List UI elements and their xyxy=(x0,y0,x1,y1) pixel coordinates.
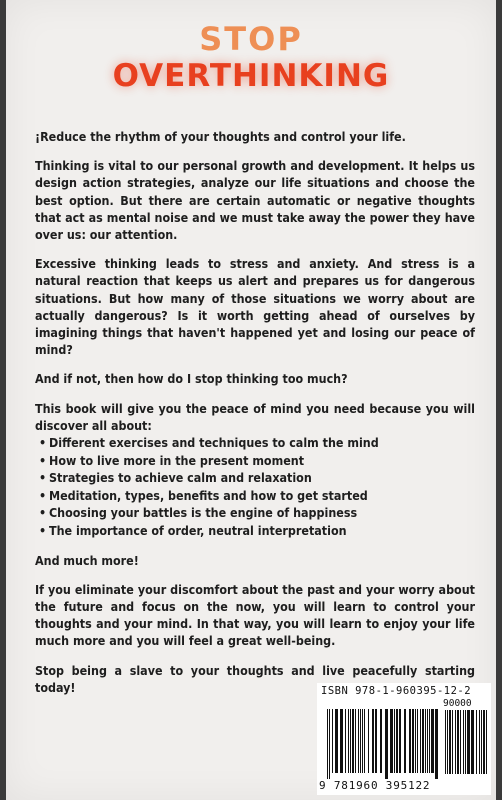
benefits-list xyxy=(35,434,475,540)
paragraph-thinking: Thinking is vital to our personal growth and development. It helps us design action strategies, analyze our life situations and choose the best option. But there are certain automatic or negative thoughts that act as mental noise and we must take away the power they have over us: our attention. xyxy=(35,158,475,243)
title-line-stop: STOP xyxy=(199,20,303,58)
list-item: • How to live more in the present moment xyxy=(35,452,475,470)
list-item: • Choosing your battles is the engine of happiness xyxy=(35,504,475,522)
book-back-cover xyxy=(6,0,496,800)
barcode-bars-icon xyxy=(327,709,439,779)
and-much-more: And much more! xyxy=(35,552,139,568)
title-line-overthinking: OVERTHINKING xyxy=(112,58,390,94)
list-item: • Strategies to achieve calm and relaxation xyxy=(35,469,475,487)
blurb-text xyxy=(35,128,475,708)
paragraph-question: And if not, then how do I stop thinking too much? xyxy=(35,371,348,387)
closing-line: Stop being a slave to your thoughts and live peacefully starting today! xyxy=(35,662,475,695)
intro-line: ¡Reduce the rhythm of your thoughts and control your life. xyxy=(35,129,406,144)
list-item: • Different exercises and techniques to calm the mind xyxy=(35,434,475,452)
isbn-barcode xyxy=(317,683,491,795)
paragraph-stress: Excessive thinking leads to stress and anxiety. And stress is a natural reaction that keeps us alert and prepares us for dangerous situations. But how many of those situations we worry about are actually dangerous? Is it worth getting ahead of ourselves by imagining things that haven't happened yet and losing our peace of mind? xyxy=(35,256,475,358)
barcode-addon-bars-icon xyxy=(445,710,487,774)
list-item: • The importance of order, neutral interpretation xyxy=(35,522,475,540)
list-intro: This book will give you the peace of mind you need because you will discover all about: xyxy=(35,400,475,433)
list-item: • Meditation, types, benefits and how to get started xyxy=(35,487,475,505)
isbn-label: ISBN 978-1-960395-12-2 xyxy=(321,685,472,697)
barcode-digits: 9 781960 395122 xyxy=(319,779,431,792)
paragraph-now: If you eliminate your discomfort about the past and your worry about the future and focus on the now, you will learn to control your thoughts and your mind. In that way, you will learn to enjoy your life much more and you will feel a great well-being. xyxy=(35,581,475,649)
addon-digits: 90000 xyxy=(443,698,472,709)
